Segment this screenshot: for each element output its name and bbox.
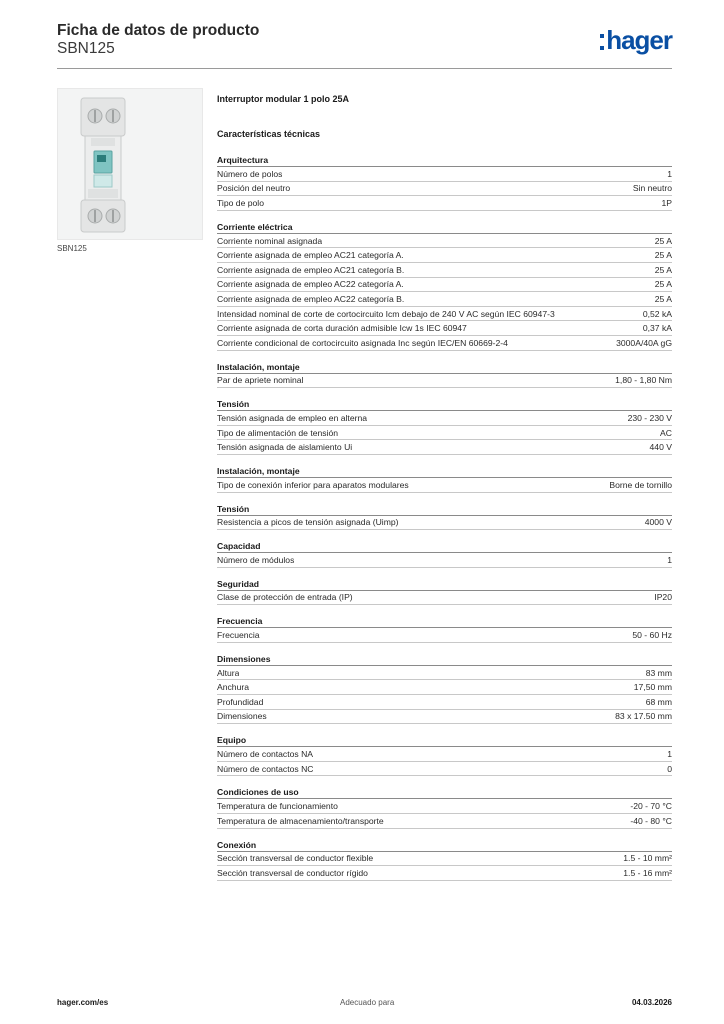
product-reference: SBN125: [57, 40, 115, 57]
spec-section: [217, 154, 672, 211]
section-title: Equipo: [217, 734, 672, 747]
spec-label: Tipo de alimentación de tensión: [217, 427, 339, 438]
spec-section: [217, 653, 672, 724]
spec-row: [217, 426, 672, 441]
spec-sections: [217, 154, 672, 881]
spec-row: [217, 695, 672, 710]
section-title: Arquitectura: [217, 154, 672, 167]
hager-logo: [600, 26, 672, 58]
spec-row: [217, 263, 672, 278]
modular-switch-icon: [58, 89, 202, 239]
spec-label: Tensión asignada de aislamiento Ui: [217, 442, 353, 453]
spec-value: Sin neutro: [632, 183, 672, 194]
spec-label: Intensidad nominal de corte de cortocircuito Icm debajo de 240 V AC según IEC 60947-3: [217, 308, 555, 319]
spec-row: [217, 747, 672, 762]
spec-label: Corriente nominal asignada: [217, 235, 323, 246]
spec-row: [217, 374, 672, 389]
spec-row: [217, 628, 672, 643]
spec-label: Frecuencia: [217, 630, 260, 641]
page-header: [57, 20, 672, 70]
spec-section: [217, 615, 672, 643]
spec-label: Corriente asignada de corta duración admisible Icw 1s IEC 60947: [217, 323, 467, 334]
spec-value: 1: [667, 554, 672, 565]
spec-value: 0,37 kA: [642, 323, 672, 334]
spec-value: -20 - 70 °C: [630, 801, 672, 812]
spec-row: [217, 278, 672, 293]
spec-row: [217, 440, 672, 455]
spec-label: Número de módulos: [217, 554, 295, 565]
spec-value: 25 A: [654, 279, 672, 290]
spec-label: Número de polos: [217, 168, 283, 179]
spec-row: [217, 248, 672, 263]
spec-row: [217, 762, 672, 777]
spec-label: Corriente condicional de cortocircuito asignada Inc según IEC/EN 60669-2-4: [217, 337, 508, 348]
spec-row: [217, 799, 672, 814]
product-name: Interruptor modular 1 polo 25A: [217, 94, 350, 104]
spec-section: [217, 398, 672, 455]
spec-label: Posición del neutro: [217, 183, 291, 194]
spec-row: [217, 321, 672, 336]
spec-row: [217, 234, 672, 249]
logo-colon-icon: [600, 34, 604, 50]
spec-value: 1: [667, 168, 672, 179]
spec-label: Corriente asignada de empleo AC21 categoría B.: [217, 264, 405, 275]
spec-label: Profundidad: [217, 696, 264, 707]
spec-value: Borne de tornillo: [609, 479, 672, 490]
spec-section: [217, 465, 672, 493]
spec-value: -40 - 80 °C: [630, 815, 672, 826]
spec-value: 17,50 mm: [633, 682, 672, 693]
spec-row: [217, 553, 672, 568]
spec-value: 1P: [661, 197, 672, 208]
spec-label: Tipo de polo: [217, 197, 264, 208]
spec-row: [217, 680, 672, 695]
spec-value: 1: [667, 749, 672, 760]
section-title: Tensión: [217, 398, 672, 411]
spec-row: [217, 307, 672, 322]
spec-value: 3000A/40A gG: [616, 337, 672, 348]
spec-row: [217, 866, 672, 881]
spec-label: Temperatura de almacenamiento/transporte: [217, 815, 384, 826]
section-title: Dimensiones: [217, 653, 672, 666]
spec-section: [217, 734, 672, 776]
spec-value: 25 A: [654, 235, 672, 246]
spec-label: Corriente asignada de empleo AC22 categoría B.: [217, 293, 405, 304]
spec-row: [217, 478, 672, 493]
spec-value: 440 V: [649, 442, 672, 453]
logo-text: hager: [606, 25, 672, 55]
spec-value: 1.5 - 10 mm²: [623, 853, 672, 864]
spec-label: Clase de protección de entrada (IP): [217, 592, 353, 603]
spec-row: [217, 852, 672, 867]
footer-suitable-for: Adecuado para: [340, 998, 395, 1007]
spec-section: [217, 786, 672, 828]
spec-row: [217, 516, 672, 531]
spec-row: [217, 710, 672, 725]
section-title: Seguridad: [217, 578, 672, 591]
spec-label: Sección transversal de conductor rígido: [217, 868, 368, 879]
technical-characteristics-title: Características técnicas: [217, 129, 321, 139]
spec-label: Par de apriete nominal: [217, 375, 304, 386]
spec-row: [217, 814, 672, 829]
footer-date: 04.03.2026: [631, 998, 672, 1007]
section-title: Frecuencia: [217, 615, 672, 628]
footer-website[interactable]: hager.com/es: [57, 998, 109, 1007]
spec-section: [217, 540, 672, 568]
section-title: Corriente eléctrica: [217, 221, 672, 234]
spec-label: Número de contactos NC: [217, 763, 314, 774]
spec-row: [217, 336, 672, 351]
spec-value: IP20: [654, 592, 672, 603]
spec-section: [217, 503, 672, 531]
spec-label: Tensión asignada de empleo en alterna: [217, 412, 368, 423]
spec-value: 1,80 - 1,80 Nm: [615, 375, 672, 386]
section-title: Tensión: [217, 503, 672, 516]
spec-label: Anchura: [217, 682, 250, 693]
spec-value: 83 x 17.50 mm: [615, 711, 672, 722]
spec-label: Temperatura de funcionamiento: [217, 801, 338, 812]
product-details: [217, 93, 672, 891]
spec-label: Corriente asignada de empleo AC22 categoría A.: [217, 279, 404, 290]
spec-section: [217, 839, 672, 881]
spec-section: [217, 221, 672, 351]
section-title: Capacidad: [217, 540, 672, 553]
spec-row: [217, 666, 672, 681]
spec-row: [217, 591, 672, 606]
spec-label: Altura: [217, 667, 240, 678]
spec-value: 25 A: [654, 264, 672, 275]
spec-value: AC: [660, 427, 672, 438]
spec-value: 68 mm: [645, 696, 672, 707]
spec-row: [217, 182, 672, 197]
spec-value: 230 - 230 V: [627, 412, 672, 423]
spec-label: Resistencia a picos de tensión asignada (Uimp): [217, 517, 399, 528]
spec-label: Número de contactos NA: [217, 749, 314, 760]
spec-value: 0,52 kA: [642, 308, 672, 319]
image-caption: SBN125: [57, 244, 87, 253]
spec-value: 50 - 60 Hz: [632, 630, 672, 641]
spec-value: 83 mm: [645, 667, 672, 678]
section-title: Instalación, montaje: [217, 361, 672, 374]
spec-value: 25 A: [654, 293, 672, 304]
spec-value: 0: [667, 763, 672, 774]
spec-row: [217, 196, 672, 211]
section-title: Condiciones de uso: [217, 786, 672, 799]
product-image: [57, 88, 203, 240]
spec-value: 1.5 - 16 mm²: [623, 868, 672, 879]
spec-value: 25 A: [654, 250, 672, 261]
spec-section: [217, 361, 672, 389]
spec-label: Corriente asignada de empleo AC21 categoría A.: [217, 250, 404, 261]
header-divider: [57, 68, 672, 69]
page-title: Ficha de datos de producto: [57, 22, 260, 39]
spec-row: [217, 411, 672, 426]
spec-section: [217, 578, 672, 606]
section-title: Instalación, montaje: [217, 465, 672, 478]
spec-row: [217, 167, 672, 182]
section-title: Conexión: [217, 839, 672, 852]
spec-label: Dimensiones: [217, 711, 267, 722]
spec-label: Sección transversal de conductor flexible: [217, 853, 374, 864]
spec-value: 4000 V: [644, 517, 672, 528]
spec-label: Tipo de conexión inferior para aparatos modulares: [217, 479, 409, 490]
spec-row: [217, 292, 672, 307]
